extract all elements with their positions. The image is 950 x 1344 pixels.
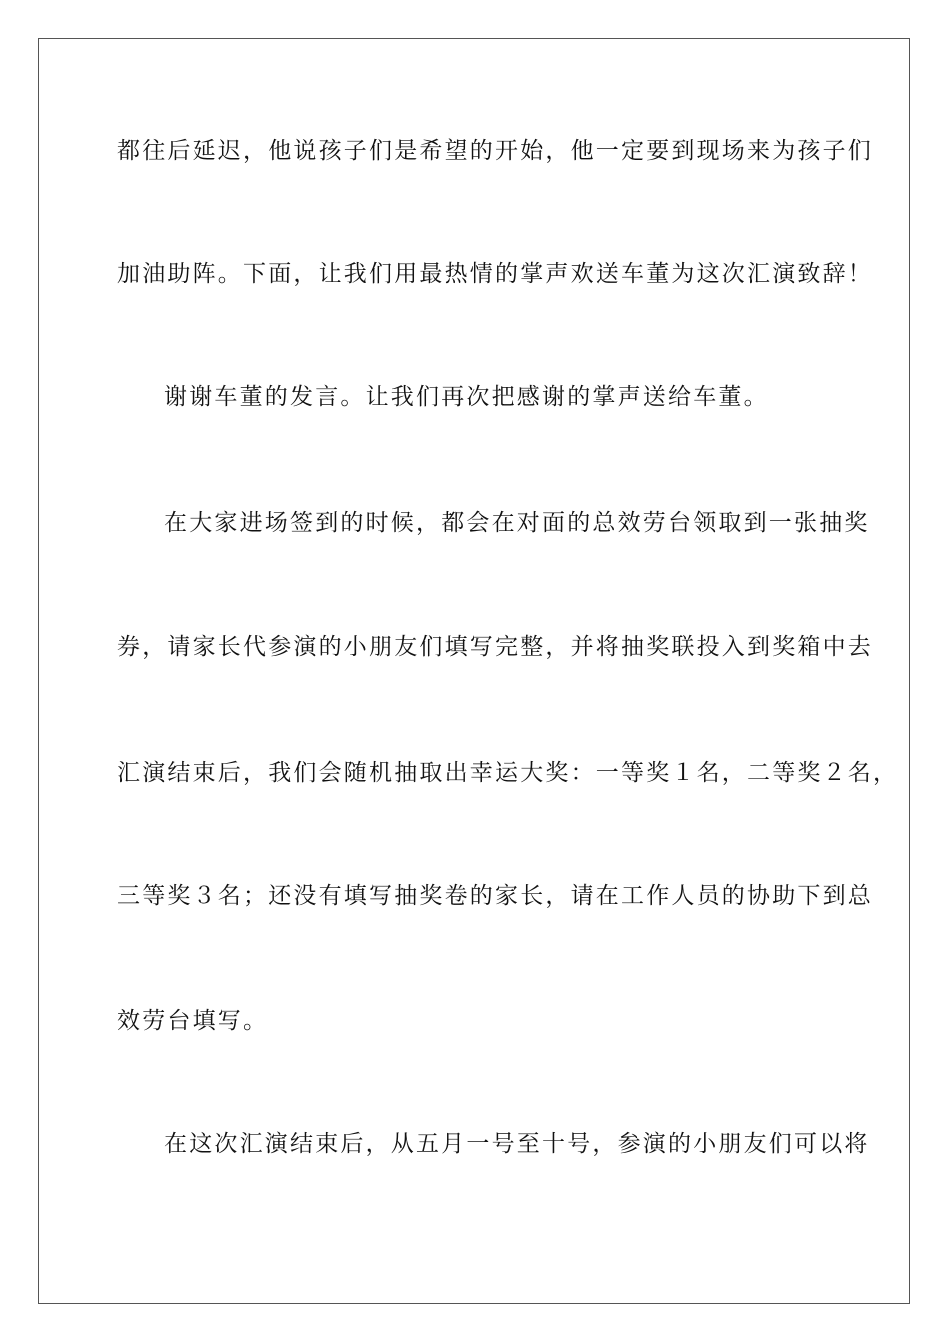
body-text-line: 谢谢车董的发言。让我们再次把感谢的掌声送给车董。 (164, 384, 769, 410)
body-text-line: 都往后延迟，他说孩子们是希望的开始，他一定要到现场来为孩子们 (117, 138, 873, 164)
body-text-line: 在大家进场签到的时候，都会在对面的总效劳台领取到一张抽奖 (164, 510, 870, 536)
body-text-line: 加油助阵。下面，让我们用最热情的掌声欢送车董为这次汇演致辞！ (117, 261, 873, 287)
body-text-line: 券，请家长代参演的小朋友们填写完整，并将抽奖联投入到奖箱中去 (117, 634, 873, 660)
page-border (38, 38, 910, 1304)
body-text-line: 汇演结束后，我们会随机抽取出幸运大奖：一等奖１名，二等奖２名， (117, 760, 899, 786)
body-text-line: 三等奖３名；还没有填写抽奖卷的家长，请在工作人员的协助下到总 (117, 883, 873, 909)
body-text-line: 效劳台填写。 (117, 1008, 269, 1034)
body-text-line: 在这次汇演结束后，从五月一号至十号，参演的小朋友们可以将 (164, 1131, 870, 1157)
